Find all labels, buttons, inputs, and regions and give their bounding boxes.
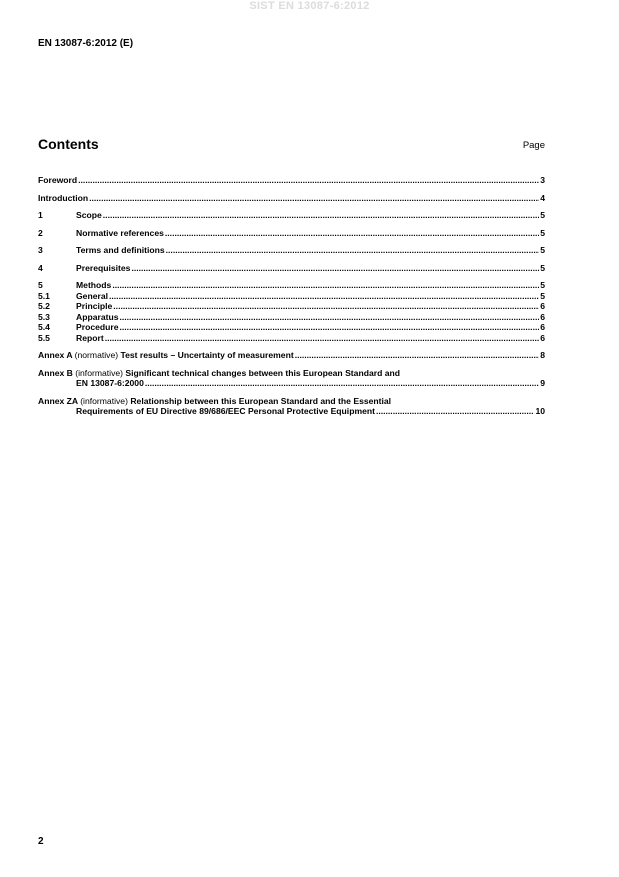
toc-entry-title: Foreword	[38, 175, 78, 185]
toc-entry-title: Introduction	[38, 192, 89, 203]
toc-entry-introduction[interactable]	[38, 193, 545, 204]
toc-leader-dots	[103, 210, 539, 221]
toc-entry-page: 6	[540, 322, 545, 332]
toc-leader-dots	[145, 378, 539, 389]
toc-entry-number: 2	[38, 227, 43, 238]
annex-type: (informative)	[75, 367, 124, 378]
toc-leader-dots	[120, 322, 540, 333]
table-of-contents	[38, 175, 545, 417]
toc-leader-dots	[120, 312, 540, 323]
toc-entry-terms-and-definitions[interactable]	[38, 245, 545, 256]
toc-entry-annex-a[interactable]	[38, 350, 545, 361]
toc-entry-title: Significant technical changes between this European Standard and	[125, 367, 400, 378]
toc-entry-title: Report	[76, 332, 104, 343]
toc-entry-normative-references[interactable]	[38, 228, 545, 239]
toc-entry-title: Relationship between this European Standard and the Essential	[130, 395, 392, 406]
toc-entry-number: 3	[38, 245, 43, 255]
toc-entry-annex-b[interactable]	[38, 368, 545, 389]
toc-entry-scope[interactable]	[38, 210, 545, 221]
toc-entry-foreword[interactable]	[38, 175, 545, 186]
toc-entry-number: 1	[38, 210, 43, 220]
toc-entry-page: 5	[540, 290, 545, 301]
toc-entry-title: Test results – Uncertainty of measurement	[120, 350, 294, 360]
toc-entry-title: Apparatus	[76, 311, 119, 322]
toc-leader-dots	[105, 333, 540, 344]
toc-leader-dots	[131, 263, 539, 274]
toc-entry-title: Terms and definitions	[76, 245, 165, 255]
toc-entry-title: Prerequisites	[76, 262, 131, 273]
toc-entry-page: 6	[540, 332, 545, 343]
toc-entry-apparatus[interactable]	[38, 312, 545, 323]
toc-entry-title: Principle	[76, 301, 113, 311]
toc-leader-dots	[109, 291, 539, 302]
toc-entry-page: 8	[540, 350, 545, 360]
annex-label: Annex B	[38, 367, 73, 378]
toc-entry-title: Procedure	[76, 322, 119, 332]
toc-entry-page: 6	[540, 301, 545, 311]
toc-entry-page: 3	[540, 175, 545, 185]
toc-entry-page: 5	[540, 210, 545, 220]
toc-entry-page: 4	[540, 192, 545, 203]
toc-leader-dots	[376, 406, 534, 417]
toc-entry-title-continued: Requirements of EU Directive 89/686/EEC Personal Protective Equipment	[76, 406, 375, 416]
toc-entry-title: General	[76, 290, 109, 301]
toc-leader-dots	[165, 228, 539, 239]
toc-entry-number: 4	[38, 262, 43, 273]
toc-entry-page: 5	[540, 245, 545, 255]
page-number: 2	[38, 836, 44, 847]
toc-leader-dots	[113, 301, 539, 312]
toc-entry-report[interactable]	[38, 333, 545, 344]
toc-entry-number: 5.1	[38, 290, 50, 301]
toc-entry-page: 9	[540, 378, 545, 388]
toc-entry-title: Methods	[76, 280, 112, 290]
toc-entry-title: Scope	[76, 210, 102, 220]
toc-entry-number: 5.2	[38, 301, 50, 311]
toc-entry-principle[interactable]	[38, 301, 545, 312]
toc-leader-dots	[112, 280, 539, 291]
toc-leader-dots	[166, 245, 540, 256]
toc-entry-page: 5	[540, 280, 545, 290]
toc-entry-number: 5	[38, 280, 43, 290]
watermark: SIST EN 13087-6:2012	[249, 0, 370, 12]
toc-entry-page: 10	[535, 406, 545, 416]
contents-heading: Contents	[38, 136, 99, 152]
toc-entry-methods[interactable]	[38, 280, 545, 291]
annex-type: (normative)	[74, 350, 119, 360]
page-column-label: Page	[522, 140, 545, 151]
toc-entry-prerequisites[interactable]	[38, 263, 545, 274]
annex-label: Annex ZA	[38, 395, 78, 406]
toc-entry-page: 5	[540, 262, 545, 273]
toc-entry-annex-za[interactable]	[38, 396, 545, 417]
toc-entry-number: 5.4	[38, 322, 50, 332]
toc-leader-dots	[295, 350, 540, 361]
toc-entry-procedure[interactable]	[38, 322, 545, 333]
toc-entry-general[interactable]	[38, 291, 545, 302]
toc-entry-page: 5	[540, 227, 545, 238]
toc-entry-page: 6	[540, 311, 545, 322]
toc-entry-title: Normative references	[76, 227, 164, 238]
toc-leader-dots	[78, 175, 539, 186]
annex-type: (informative)	[80, 395, 128, 406]
toc-entry-number: 5.3	[38, 311, 50, 322]
document-identifier: EN 13087-6:2012 (E)	[38, 38, 134, 49]
toc-entry-title-continued: EN 13087-6:2000	[76, 378, 144, 388]
toc-entry-number: 5.5	[38, 332, 50, 343]
toc-leader-dots	[89, 193, 539, 204]
annex-label: Annex A	[38, 350, 73, 360]
